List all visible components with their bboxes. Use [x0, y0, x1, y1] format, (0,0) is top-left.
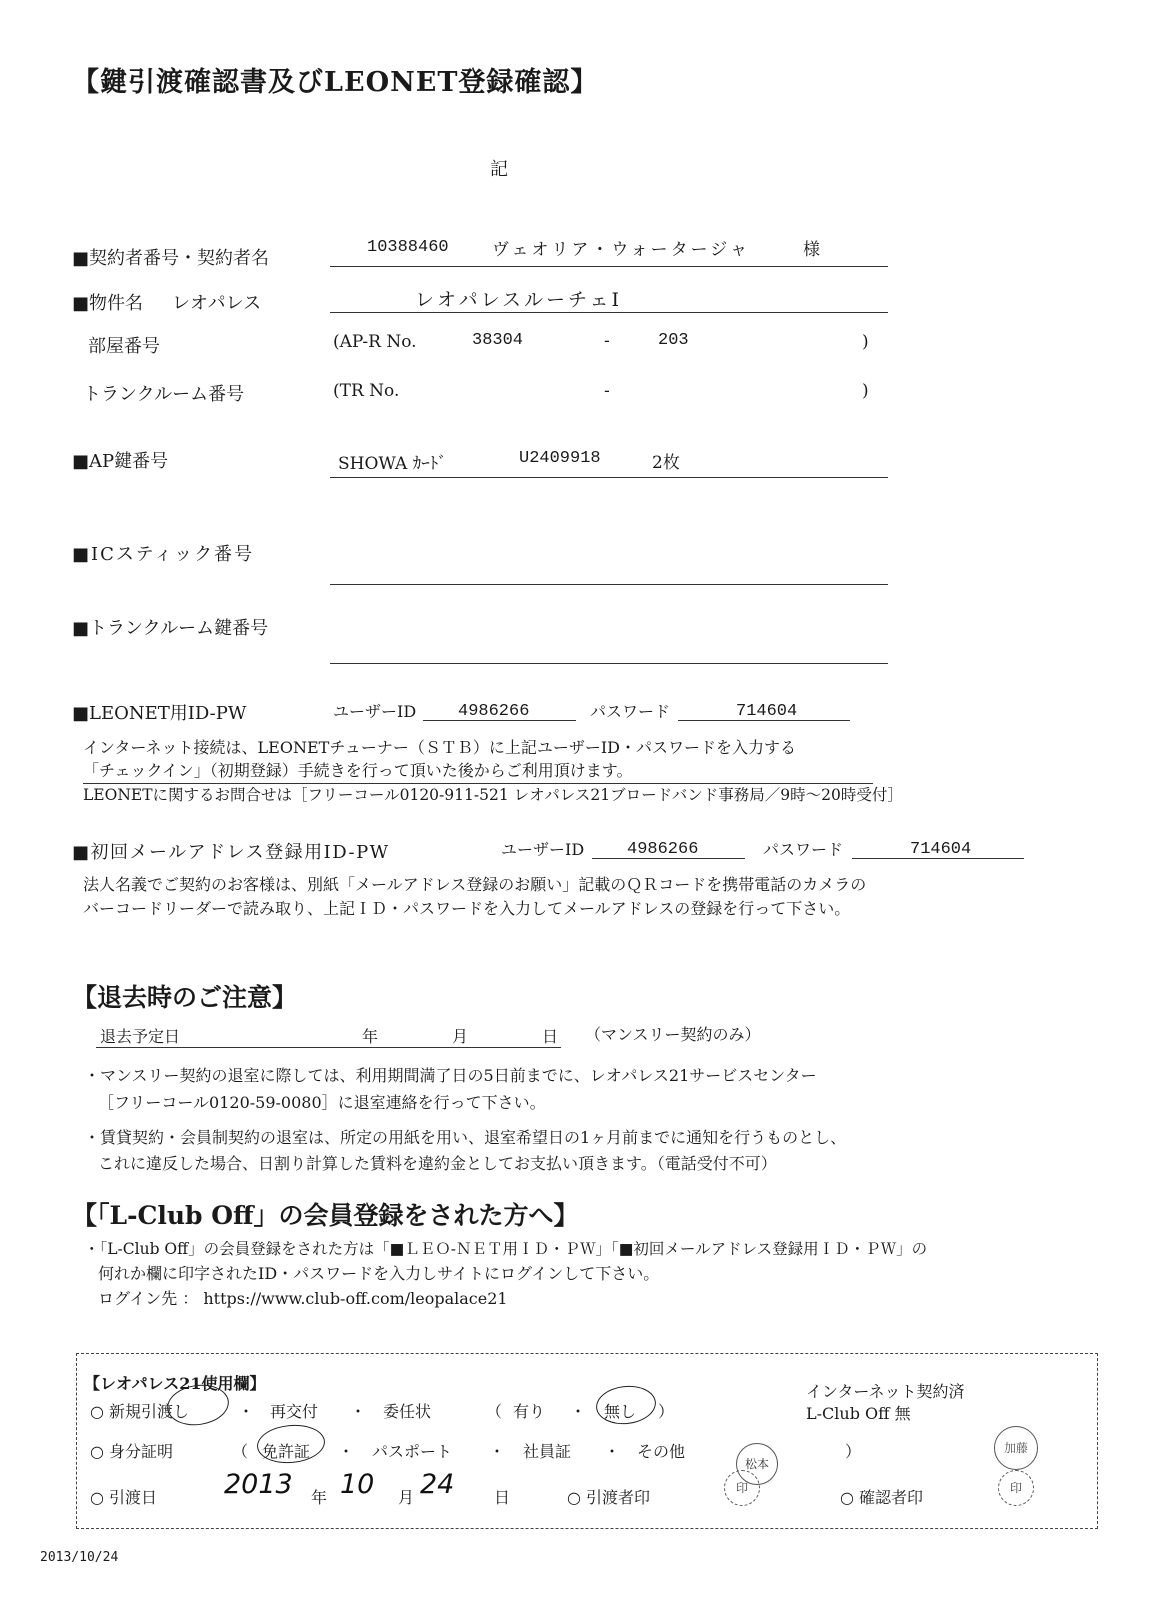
internal-open-2: （	[232, 1442, 249, 1461]
internal-day: 日	[494, 1488, 511, 1507]
mail-password: 714604	[910, 840, 972, 859]
contract-honorific: 様	[803, 240, 820, 260]
trunk-room-close: )	[862, 381, 869, 401]
room-label: 部屋番号	[88, 336, 160, 357]
internal-open-1: （	[486, 1402, 503, 1421]
contract-label: ■契約者番号・契約者名	[72, 248, 270, 269]
stamp-placeholder-handover: 印	[724, 1470, 760, 1506]
internal-opt-new: ○ 新規引渡し	[90, 1402, 190, 1421]
mail-note-2: バーコードリーダーで読み取り、上記ＩＤ・パスワードを入力してメールアドレスの登録を行って下さい。	[83, 899, 851, 918]
internal-close-1: ）	[658, 1402, 675, 1421]
moveout-title: 【退去時のご注意】	[72, 983, 298, 1012]
contract-name: ヴェオリア・ウォータージャ	[492, 240, 750, 260]
room-prefix: (AP-R No.	[333, 332, 417, 352]
lclub-title: 【「L-Club Off」の会員登録をされた方へ】	[72, 1201, 579, 1230]
moveout-month: 月	[452, 1027, 469, 1046]
leonet-pw-underline	[678, 720, 850, 721]
internal-opt-yes: 有り	[513, 1402, 546, 1421]
internal-id-employee: 社員証	[523, 1442, 572, 1461]
property-underline	[330, 312, 888, 313]
contract-underline	[330, 266, 888, 267]
moveout-date-label: 退去予定日	[100, 1027, 181, 1046]
mail-user-label: ユーザーID	[501, 840, 585, 859]
footer-date: 2013/10/24	[40, 1550, 119, 1565]
lclub-line-3: ログイン先 ： https://www.club-off.com/leopalace21	[98, 1289, 508, 1308]
mail-note-1: 法人名義でご契約のお客様は、別紙「メールアドレス登録のお願い」記載のＱＲコードを携帯電話のカメラの	[83, 875, 867, 894]
mail-pw-label: パスワード	[763, 840, 844, 859]
internal-side-1: インターネット契約済	[806, 1382, 965, 1401]
property-brand: レオパレス	[172, 293, 262, 314]
room-dash: -	[604, 331, 610, 351]
internal-id-license: 免許証	[262, 1442, 311, 1461]
leonet-note-1: インターネット接続は、LEONETチューナー（ＳＴＢ）に上記ユーザーID・パスワードを入力する	[83, 738, 797, 757]
leonet-user-underline	[423, 720, 576, 721]
mail-user-id: 4986266	[627, 840, 699, 859]
handwritten-day: 24	[420, 1469, 455, 1500]
trunk-room-label: トランクルーム番号	[83, 384, 245, 405]
internal-opt-proxy: 委任状	[383, 1402, 432, 1421]
trunk-room-prefix: (TR No.	[333, 381, 400, 401]
leonet-note-3: LEONETに関するお問合せは［フリーコール0120-911-521 レオパレス21ブロードバンド事務局／9時～20時受付］	[83, 786, 903, 804]
mail-label: ■初回メールアドレス登録用ID-PW	[72, 842, 390, 863]
moveout-date-underline	[96, 1047, 561, 1048]
internal-opt-reissue: 再交付	[270, 1402, 319, 1421]
room-close: )	[862, 332, 869, 352]
ap-key-number: U2409918	[519, 449, 601, 468]
ap-key-underline	[330, 477, 888, 478]
leonet-label: ■LEONET用ID-PW	[72, 703, 247, 724]
internal-opt-no: 無し	[604, 1402, 637, 1421]
trunk-key-underline	[330, 663, 888, 664]
room-number: 203	[658, 331, 689, 350]
ic-stick-label: ■ICスティック番号	[72, 544, 255, 565]
trunk-key-label: ■トランクルーム鍵番号	[72, 618, 269, 639]
moveout-monthly-only: （マンスリー契約のみ）	[585, 1025, 761, 1044]
internal-month: 月	[398, 1488, 415, 1507]
internal-side-2: L-Club Off 無	[806, 1404, 911, 1423]
internal-sep-2: ・	[350, 1402, 367, 1421]
property-name: レオパレスルーチェⅠ	[415, 289, 622, 311]
internal-id-passport: パスポート	[372, 1442, 453, 1461]
trunk-room-dash: -	[604, 381, 610, 401]
internal-id-label: ○ 身分証明	[90, 1442, 174, 1461]
mail-pw-underline	[852, 858, 1024, 859]
room-building: 38304	[472, 331, 524, 350]
internal-sep-4: ・	[338, 1442, 355, 1461]
ic-stick-underline	[330, 584, 888, 585]
lclub-line-1: ・「L-Club Off」の会員登録をされた方は「■ＬＥＯ-ＮＥＴ用ＩＤ・ＰＷ」「■初回メールアドレス登録用ＩＤ・ＰＷ」の	[84, 1240, 928, 1258]
mail-user-underline	[592, 858, 745, 859]
internal-id-other: その他	[637, 1442, 686, 1461]
moveout-bullet-1a: ・マンスリー契約の退室に際しては、利用期間満了日の5日前までに、レオパレス21サービスセンター	[84, 1066, 817, 1085]
ap-key-count: 2枚	[652, 453, 680, 473]
lclub-line-2: 何れか欄に印字されたID・パスワードを入力しサイトにログインして下さい。	[98, 1264, 660, 1283]
internal-sep-5: ・	[489, 1442, 506, 1461]
stamp-placeholder-confirm: 印	[998, 1470, 1034, 1506]
property-label: ■物件名	[72, 293, 144, 314]
leonet-user-label: ユーザーID	[333, 702, 417, 721]
moveout-day: 日	[542, 1027, 559, 1046]
moveout-bullet-2a: ・賃貸契約・会員制契約の退室は、所定の用紙を用い、退室希望日の1ヶ月前までに通知を行うものとし、	[84, 1128, 847, 1147]
internal-sep-6: ・	[604, 1442, 621, 1461]
seal-stamp-confirm: 加藤	[994, 1426, 1038, 1470]
ap-key-label: ■AP鍵番号	[72, 451, 169, 472]
moveout-year: 年	[362, 1027, 379, 1046]
moveout-bullet-2b: これに違反した場合、日割り計算した賃料を違約金としてお支払い頂きます。（電話受付不可）	[98, 1154, 777, 1173]
internal-sep-1: ・	[238, 1402, 255, 1421]
leonet-user-id: 4986266	[458, 702, 530, 721]
internal-title: 【レオパレス21使用欄】	[84, 1374, 266, 1393]
ki-label: 記	[490, 159, 508, 180]
moveout-bullet-1b: ［フリーコール0120-59-0080］に退室連絡を行って下さい。	[98, 1093, 546, 1112]
ap-key-type: SHOWA ｶｰﾄﾞ	[338, 454, 447, 474]
leonet-password: 714604	[736, 702, 798, 721]
handwritten-month: 10	[340, 1469, 375, 1500]
internal-handover-stamp-label: ○ 引渡者印	[567, 1488, 651, 1507]
leonet-note-2: 「チェックイン」（初期登録）手続きを行って頂いた後からご利用頂けます。	[83, 761, 633, 780]
leonet-pw-label: パスワード	[590, 702, 671, 721]
internal-confirm-stamp-label: ○ 確認者印	[840, 1488, 924, 1507]
internal-year: 年	[311, 1488, 328, 1507]
internal-sep-3: ・	[570, 1402, 587, 1421]
page-title: 【鍵引渡確認書及びLEONET登録確認】	[72, 67, 599, 98]
handwritten-year: 2013	[224, 1469, 293, 1500]
internal-handover-date-label: ○ 引渡日	[90, 1488, 158, 1507]
contract-number: 10388460	[367, 238, 449, 257]
seal-stamp-handover: 松本	[736, 1443, 778, 1485]
internal-close-2: ）	[845, 1442, 862, 1461]
